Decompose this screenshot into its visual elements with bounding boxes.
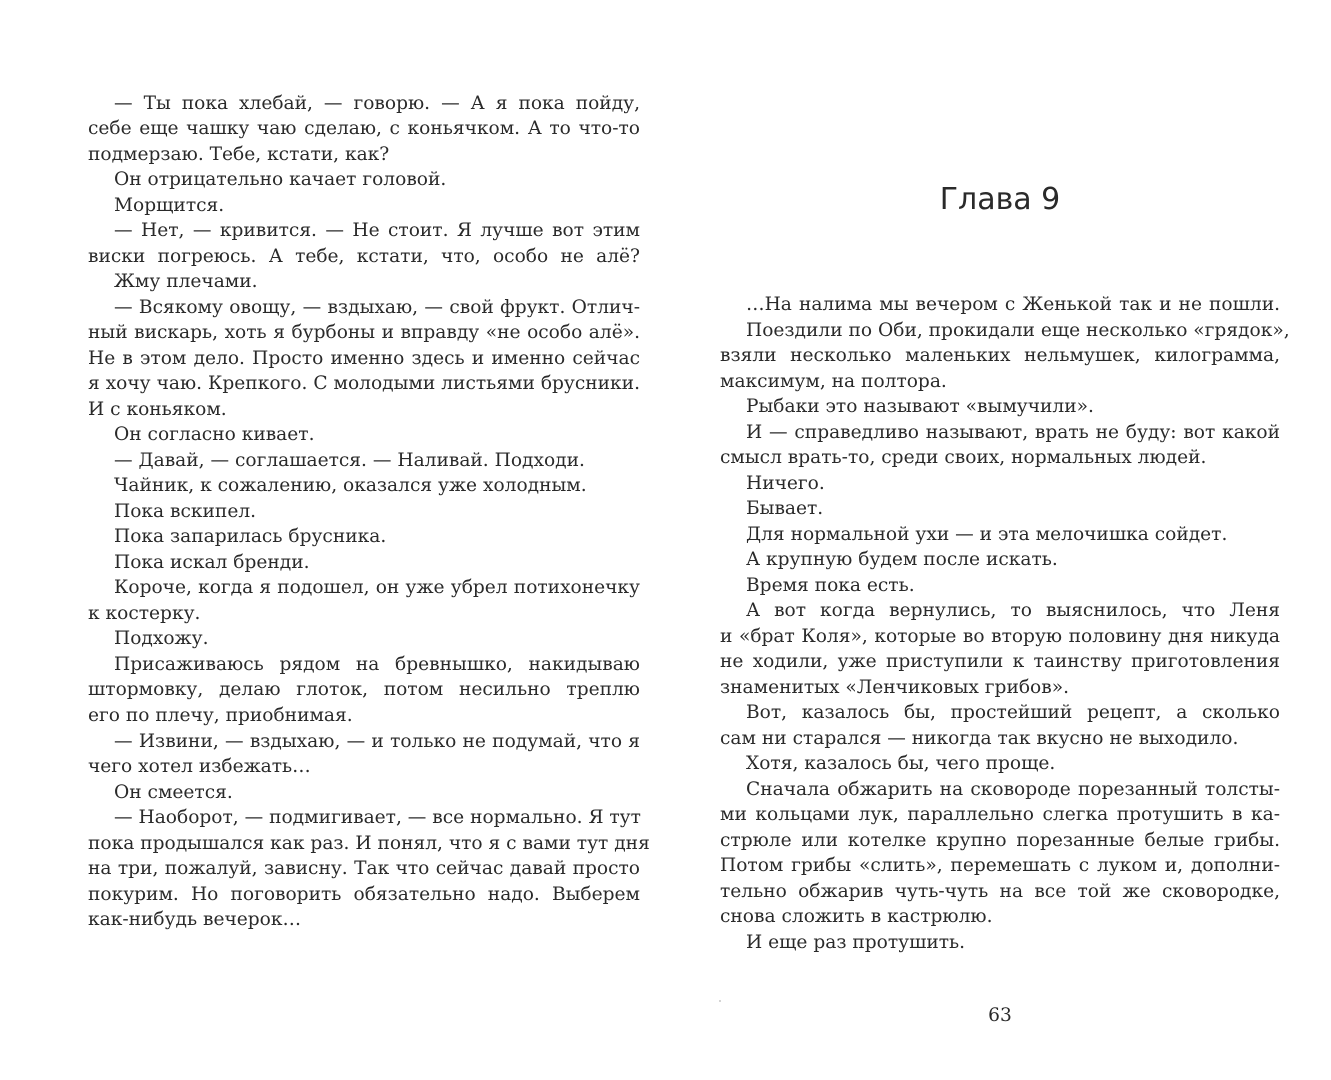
text-line: Пока искал бренди. [114,552,310,573]
text-line: сам ни старался — никогда так вкусно не выходило. [720,728,1239,749]
paper-speck [719,1000,721,1002]
text-line: виски погреюсь. А тебе, кстати, что, особо не алё? [88,246,640,267]
text-line: Пока вскипел. [114,501,257,522]
text-line: И еще раз протушить. [746,932,966,953]
text-line: знаменитых «Ленчиковых грибов». [720,677,1069,698]
text-line: стрюле или котелке крупно порезанные белые грибы. [720,830,1280,851]
text-line: — Всякому овощу, — вздыхаю, — свой фрукт. Отлич- [114,297,640,318]
text-line: Поездили по Оби, прокидали еще несколько «грядок», [746,320,1290,341]
text-line: Морщится. [114,195,225,216]
text-line: — Давай, — соглашается. — Наливай. Подходи. [114,450,585,471]
right-page [665,0,1331,1080]
text-line: тельно обжарив чуть-чуть на все той же сковородке, [720,881,1280,902]
text-line: снова сложить в кастрюлю. [720,906,993,927]
text-line: Он согласно кивает. [114,424,315,445]
text-line: А крупную будем после искать. [746,549,1058,570]
page-number: 63 [988,1005,1012,1026]
chapter-title: Глава 9 [939,182,1061,217]
text-line: И с коньяком. [88,399,227,420]
text-line: Присаживаюсь рядом на бревнышко, накидываю [114,654,640,675]
text-line: ми кольцами лук, параллельно слегка протушить в ка- [720,804,1280,825]
text-line: — Наоборот, — подмигивает, — все нормально. Я тут [114,807,641,828]
text-line: Сначала обжарить на сковороде порезанный толсты- [746,779,1280,800]
text-line: максимум, на полтора. [720,371,947,392]
text-line: Чайник, к сожалению, оказался уже холодным. [114,475,587,496]
text-line: его по плечу, приобнимая. [88,705,353,726]
text-line: к костерку. [88,603,201,624]
text-line: Он смеется. [114,782,233,803]
text-line: ный вискарь, хоть я бурбоны и вправду «не особо алё». [88,322,640,343]
text-line: как-нибудь вечерок… [88,909,302,930]
text-line: А вот когда вернулись, то выяснилось, что Леня [746,600,1280,621]
text-line: Вот, казалось бы, простейший рецепт, а сколько [746,702,1280,723]
text-line: смысл врать-то, среди своих, нормальных людей. [720,447,1207,468]
text-line: Жму плечами. [114,271,258,292]
text-line: Не в этом дело. Просто именно здесь и именно сейчас [88,348,640,369]
text-line: Короче, когда я подошел, он уже убрел потихонечку [114,577,640,598]
text-line: Потом грибы «слить», перемешать с луком и, дополни- [720,855,1280,876]
text-line: я хочу чаю. Крепкого. С молодыми листьями брусники. [88,373,640,394]
text-line: — Извини, — вздыхаю, — и только не подумай, что я [114,731,640,752]
text-line: Ничего. [746,473,825,494]
left-page [0,0,665,1080]
text-line: …На налима мы вечером с Женькой так и не пошли. [746,294,1280,315]
text-line: Подхожу. [114,628,209,649]
text-line: Бывает. [746,498,824,519]
text-line: Для нормальной ухи — и эта мелочишка сойдет. [746,524,1228,545]
text-line: чего хотел избежать… [88,756,311,777]
text-line: подмерзаю. Тебе, кстати, как? [88,144,390,165]
text-line: взяли несколько маленьких нельмушек, килограмма, [720,345,1280,366]
text-line: себе еще чашку чаю сделаю, с коньячком. А то что-то [88,118,640,139]
text-line: Он отрицательно качает головой. [114,169,447,190]
text-line: не ходили, уже приступили к таинству приготовления [720,651,1280,672]
text-line: Хотя, казалось бы, чего проще. [746,753,1056,774]
text-line: покурим. Но поговорить обязательно надо. Выберем [88,884,640,905]
text-line: И — справедливо называют, врать не буду: вот какой [746,422,1280,443]
text-line: пока продышался как раз. И понял, что я с вами тут дня [88,833,650,854]
text-line: на три, пожалуй, зависну. Так что сейчас давай просто [88,858,640,879]
text-line: Пока запарилась брусника. [114,526,387,547]
text-line: — Ты пока хлебай, — говорю. — А я пока пойду, [114,93,640,114]
text-line: — Нет, — кривится. — Не стоит. Я лучше вот этим [114,220,640,241]
text-line: и «брат Коля», которые во вторую половину дня никуда [720,626,1280,647]
text-line: Время пока есть. [746,575,915,596]
text-line: штормовку, делаю глоток, потом несильно треплю [88,679,640,700]
text-line: Рыбаки это называют «вымучили». [746,396,1094,417]
